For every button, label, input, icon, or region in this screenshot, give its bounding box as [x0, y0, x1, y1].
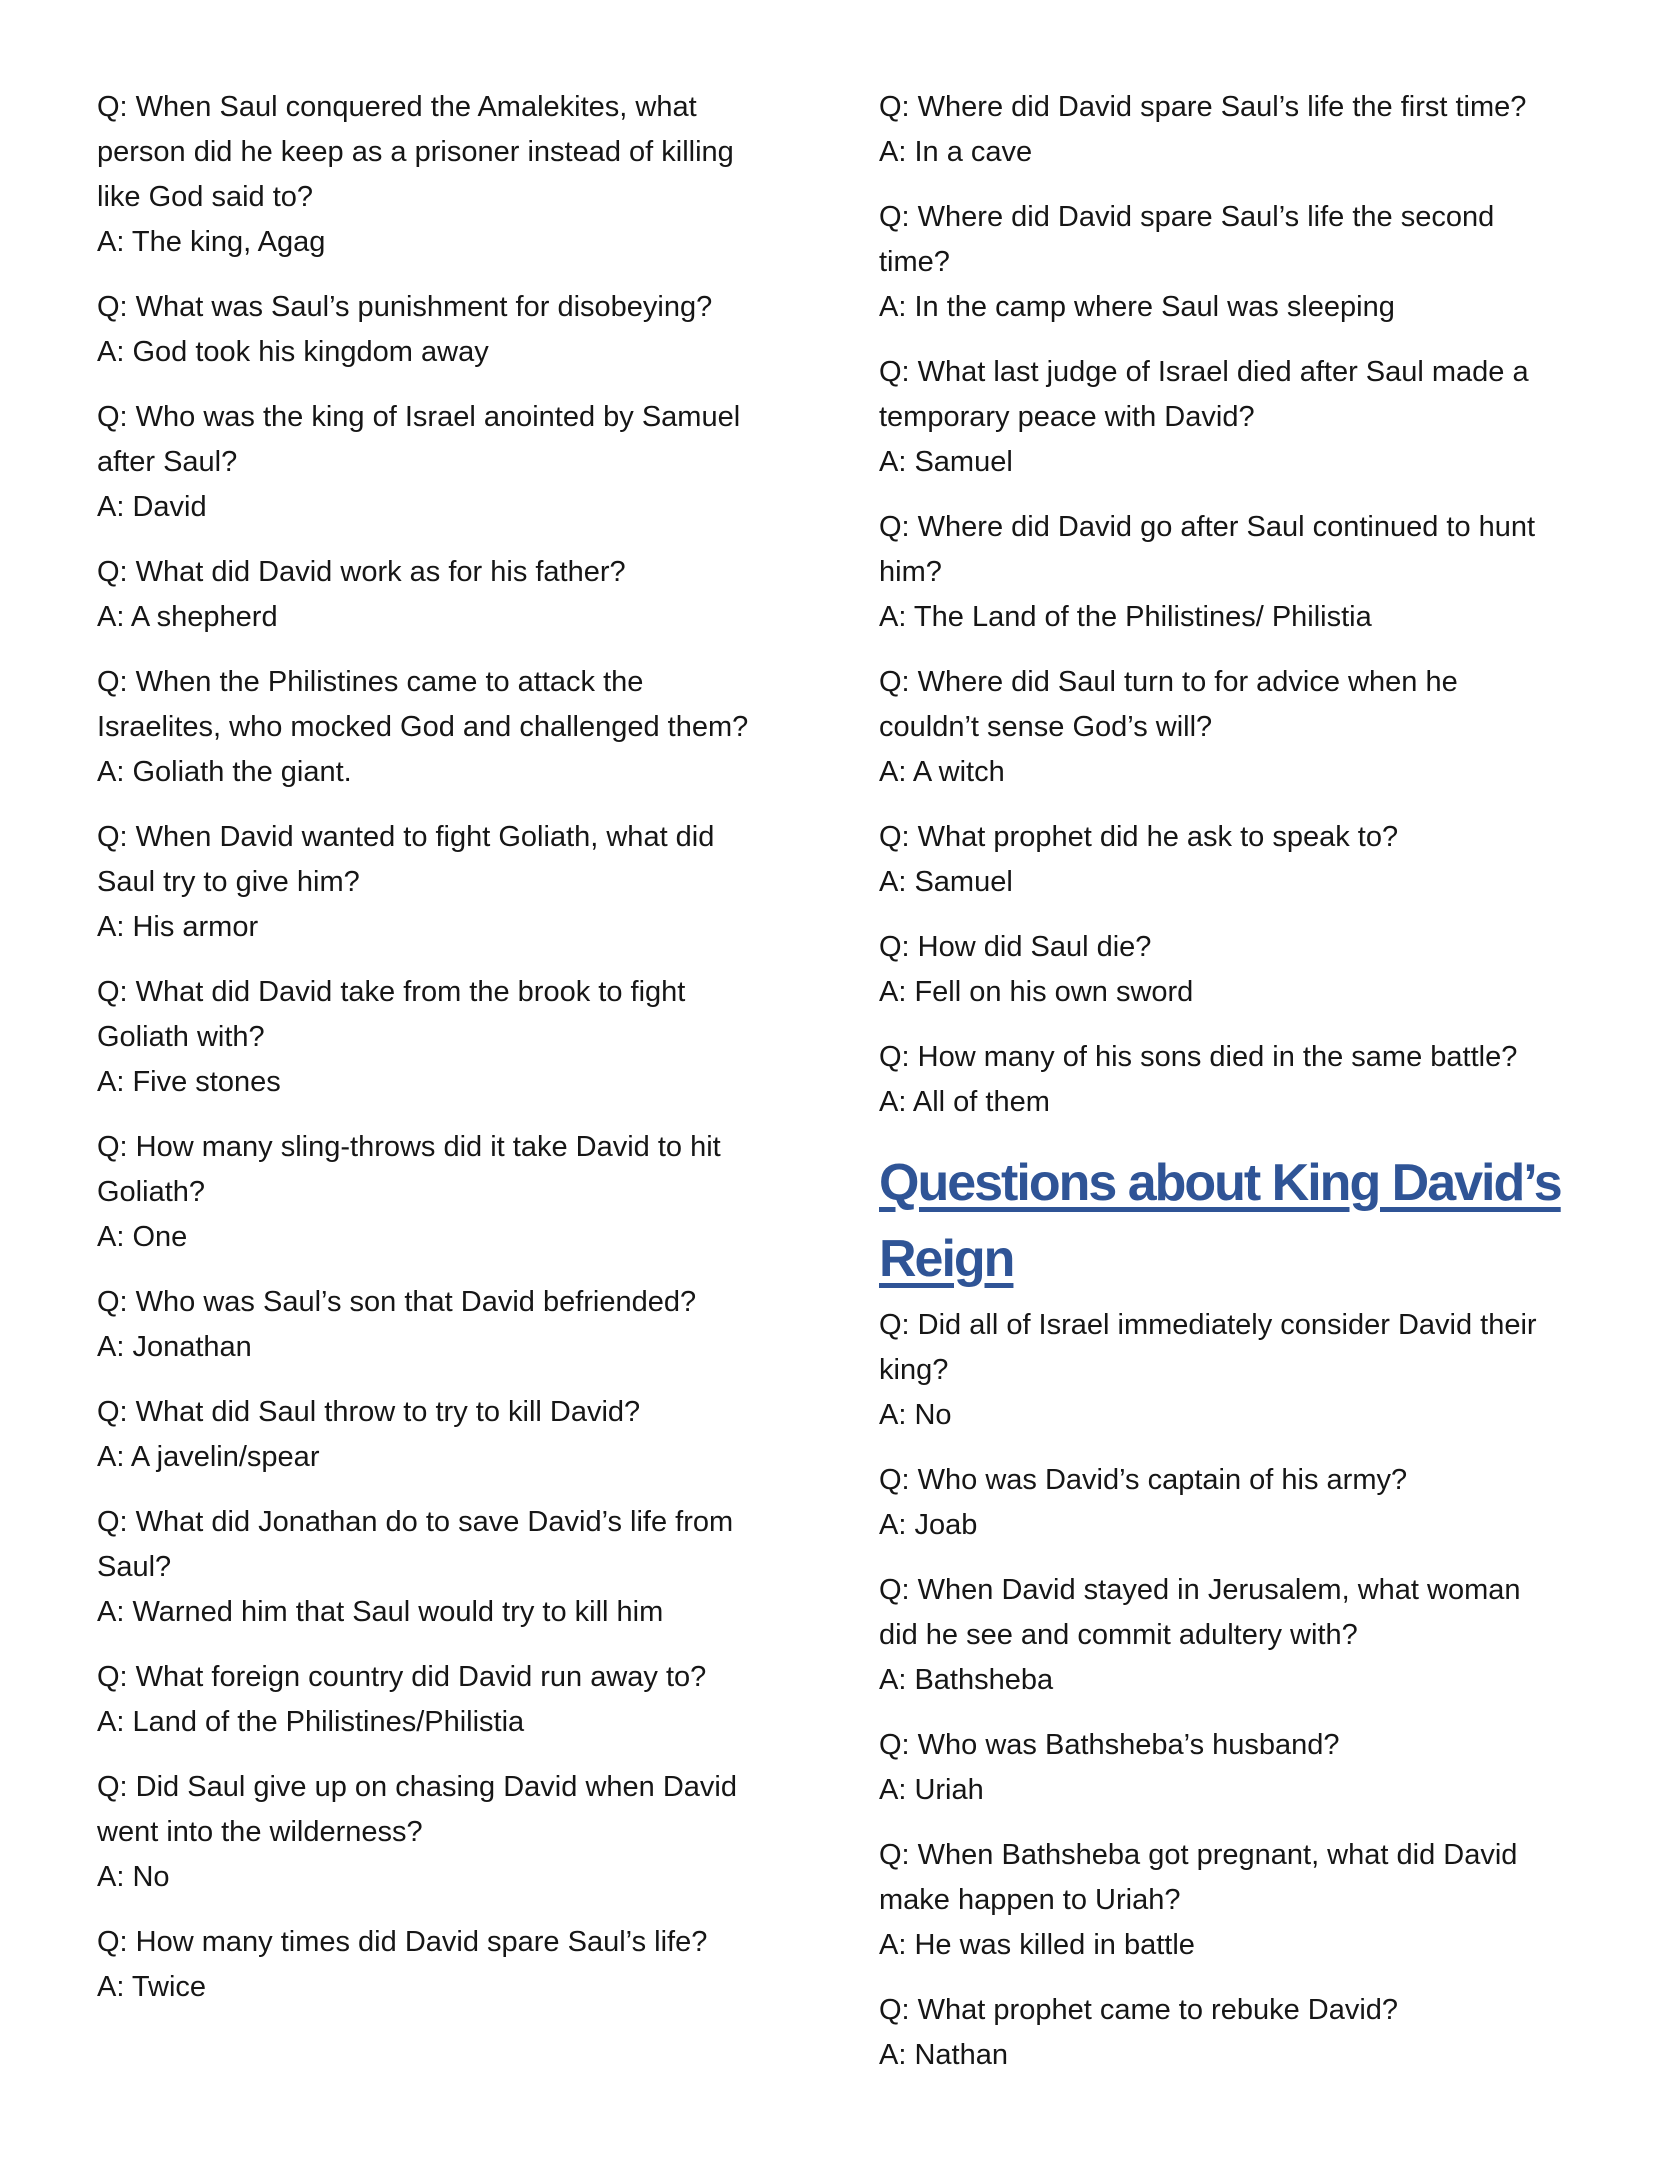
qa-paragraph — [97, 660, 775, 795]
qa-line: Q: How many of his sons died in the same battle? — [879, 1041, 1518, 1073]
section-heading — [879, 1145, 1621, 1297]
qa-line: A: Jonathan — [97, 1331, 252, 1363]
qa-line: A: Nathan — [879, 2039, 1008, 2071]
qa-line: A: Twice — [97, 1971, 207, 2003]
qa-line: A: Land of the Philistines/Philistia — [97, 1706, 525, 1738]
qa-line: A: Five stones — [97, 1066, 281, 1098]
qa-paragraph — [97, 815, 775, 950]
qa-line: A: No — [879, 1399, 952, 1431]
qa-line: Q: What prophet did he ask to speak to? — [879, 821, 1399, 853]
qa-paragraph — [97, 395, 775, 530]
qa-paragraph — [879, 1723, 1621, 1813]
qa-paragraph — [97, 970, 775, 1105]
qa-paragraph — [879, 85, 1621, 175]
qa-line: Q: What did Saul throw to try to kill David? — [97, 1396, 641, 1428]
qa-paragraph — [97, 1655, 775, 1745]
qa-line: Q: How many times did David spare Saul’s life? — [97, 1926, 708, 1958]
qa-line: person did he keep as a prisoner instead of killing — [97, 136, 734, 168]
qa-line: Q: Where did David go after Saul continued to hunt — [879, 511, 1536, 543]
qa-line: Q: What last judge of Israel died after Saul made a — [879, 356, 1529, 388]
qa-line: Q: Who was the king of Israel anointed by Samuel — [97, 401, 741, 433]
qa-paragraph — [879, 1458, 1621, 1548]
qa-line: A: A witch — [879, 756, 1005, 788]
qa-line: Q: When Bathsheba got pregnant, what did David — [879, 1839, 1518, 1871]
qa-paragraph — [97, 1765, 775, 1900]
qa-line: Q: How did Saul die? — [879, 931, 1152, 963]
qa-paragraph — [879, 195, 1621, 330]
qa-paragraph — [879, 1035, 1621, 1125]
qa-line: Q: Did Saul give up on chasing David when David — [97, 1771, 737, 1803]
qa-line: Israelites, who mocked God and challenged them? — [97, 711, 749, 743]
qa-line: time? — [879, 246, 950, 278]
two-column-layout — [97, 85, 1621, 2098]
qa-line: temporary peace with David? — [879, 401, 1255, 433]
qa-line: Q: Where did David spare Saul’s life the first time? — [879, 91, 1527, 123]
qa-paragraph — [879, 350, 1621, 485]
qa-line: Goliath with? — [97, 1021, 265, 1053]
qa-line: Q: What foreign country did David run away to? — [97, 1661, 707, 1693]
qa-paragraph — [879, 1988, 1621, 2078]
qa-line: Q: When Saul conquered the Amalekites, what — [97, 91, 697, 123]
qa-line: Q: What did David take from the brook to fight — [97, 976, 686, 1008]
qa-line: Q: How many sling-throws did it take David to hit — [97, 1131, 721, 1163]
qa-line: Q: Did all of Israel immediately consider David their — [879, 1309, 1537, 1341]
qa-line: make happen to Uriah? — [879, 1884, 1181, 1916]
qa-line: Q: What prophet came to rebuke David? — [879, 1994, 1399, 2026]
qa-line: A: David — [97, 491, 207, 523]
qa-line: A: A shepherd — [97, 601, 278, 633]
qa-line: A: Bathsheba — [879, 1664, 1054, 1696]
section-heading-line: Questions about King David’s — [879, 1154, 1561, 1212]
qa-paragraph — [879, 505, 1621, 640]
qa-paragraph — [97, 1125, 775, 1260]
qa-paragraph — [879, 815, 1621, 905]
qa-line: Q: When David stayed in Jerusalem, what woman — [879, 1574, 1521, 1606]
qa-line: Q: What was Saul’s punishment for disobeying? — [97, 291, 713, 323]
qa-paragraph — [879, 1833, 1621, 1968]
qa-line: A: A javelin/spear — [97, 1441, 320, 1473]
qa-line: A: The king, Agag — [97, 226, 326, 258]
qa-line: A: The Land of the Philistines/ Philistia — [879, 601, 1372, 633]
qa-line: Q: Who was Bathsheba’s husband? — [879, 1729, 1340, 1761]
qa-line: A: Warned him that Saul would try to kill him — [97, 1596, 664, 1628]
qa-line: Q: Where did Saul turn to for advice when he — [879, 666, 1458, 698]
qa-line: A: Fell on his own sword — [879, 976, 1194, 1008]
qa-line: A: God took his kingdom away — [97, 336, 489, 368]
qa-paragraph — [97, 1920, 775, 2010]
qa-line: A: In the camp where Saul was sleeping — [879, 291, 1395, 323]
qa-line: A: Goliath the giant. — [97, 756, 352, 788]
qa-line: Q: When David wanted to fight Goliath, what did — [97, 821, 715, 853]
qa-line: Q: What did Jonathan do to save David’s life from — [97, 1506, 734, 1538]
qa-line: Saul? — [97, 1551, 172, 1583]
qa-line: Q: Who was Saul’s son that David befriended? — [97, 1286, 697, 1318]
qa-line: A: His armor — [97, 911, 259, 943]
qa-paragraph — [97, 1280, 775, 1370]
qa-line: A: All of them — [879, 1086, 1050, 1118]
qa-line: Q: When the Philistines came to attack the — [97, 666, 644, 698]
qa-paragraph — [879, 925, 1621, 1015]
column-right — [879, 85, 1621, 2098]
qa-paragraph — [97, 285, 775, 375]
qa-paragraph — [97, 1390, 775, 1480]
qa-line: Q: Where did David spare Saul’s life the second — [879, 201, 1495, 233]
qa-line: A: One — [97, 1221, 188, 1253]
qa-line: A: In a cave — [879, 136, 1033, 168]
qa-paragraph — [97, 1500, 775, 1635]
qa-line: A: Samuel — [879, 446, 1013, 478]
qa-line: Saul try to give him? — [97, 866, 360, 898]
qa-line: Q: What did David work as for his father? — [97, 556, 626, 588]
qa-line: like God said to? — [97, 181, 314, 213]
qa-line: did he see and commit adultery with? — [879, 1619, 1358, 1651]
qa-line: couldn’t sense God’s will? — [879, 711, 1213, 743]
column-left — [97, 85, 775, 2098]
qa-line: A: No — [97, 1861, 170, 1893]
qa-paragraph — [97, 85, 775, 265]
qa-paragraph — [879, 1303, 1621, 1438]
qa-paragraph — [879, 660, 1621, 795]
section-heading-line: Reign — [879, 1230, 1014, 1288]
qa-line: A: Samuel — [879, 866, 1013, 898]
qa-line: Q: Who was David’s captain of his army? — [879, 1464, 1408, 1496]
qa-line: A: Joab — [879, 1509, 978, 1541]
qa-paragraph — [879, 1568, 1621, 1703]
qa-line: A: Uriah — [879, 1774, 984, 1806]
qa-line: A: He was killed in battle — [879, 1929, 1195, 1961]
qa-line: after Saul? — [97, 446, 238, 478]
qa-line: went into the wilderness? — [97, 1816, 423, 1848]
qa-line: him? — [879, 556, 942, 588]
qa-line: king? — [879, 1354, 949, 1386]
qa-line: Goliath? — [97, 1176, 206, 1208]
qa-paragraph — [97, 550, 775, 640]
